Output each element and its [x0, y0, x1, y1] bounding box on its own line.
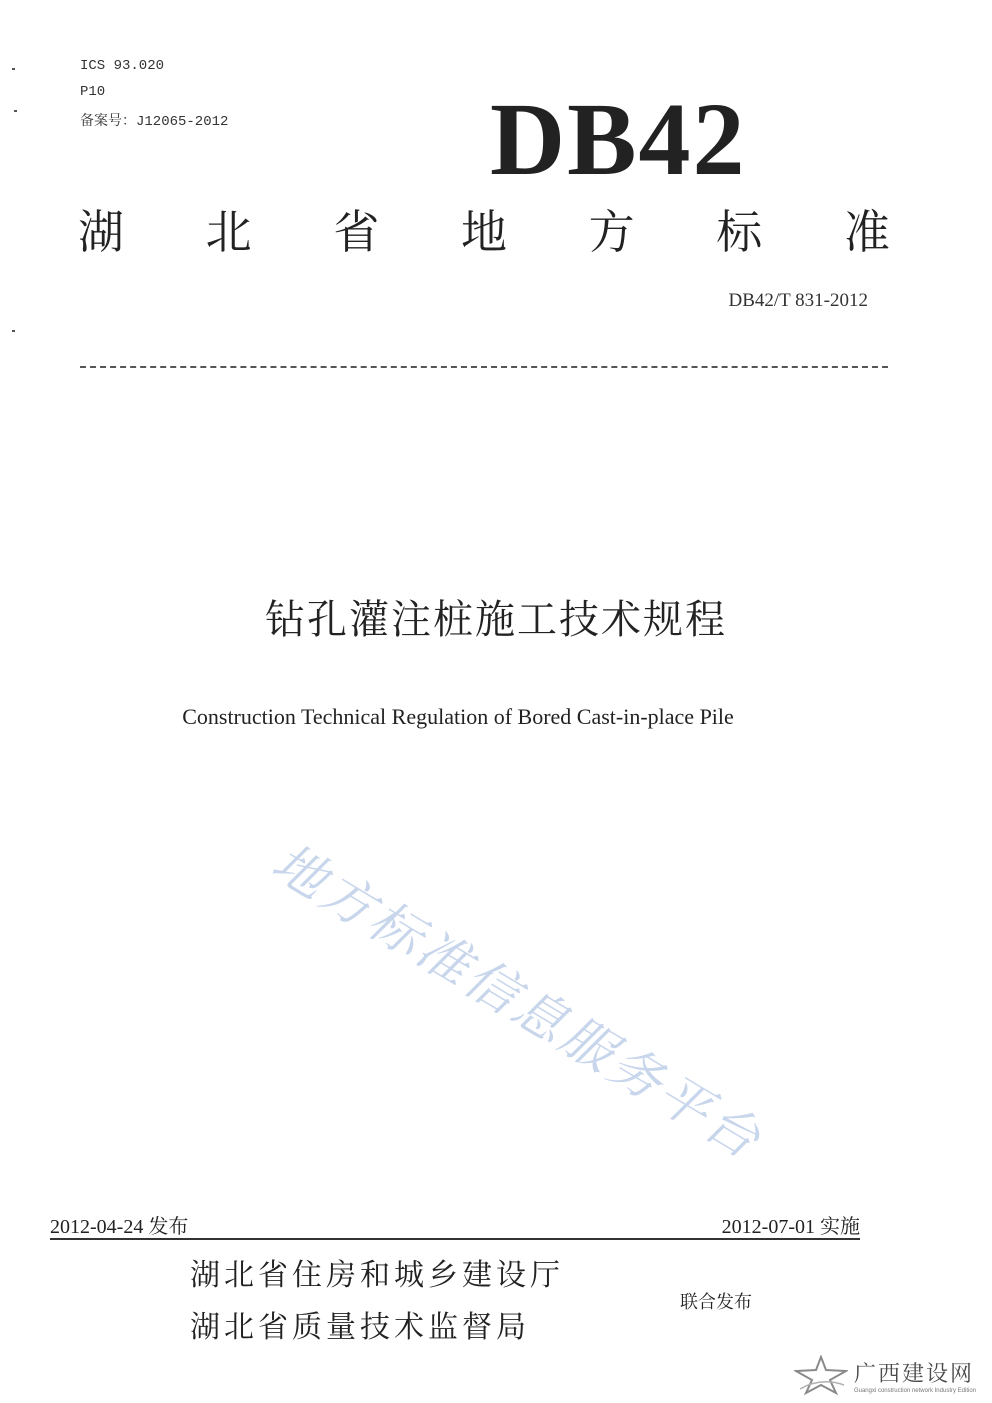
watermark: 地方标准信息服务平台	[261, 832, 773, 1173]
star-logo-icon	[794, 1355, 848, 1395]
standard-number: DB42/T 831-2012	[728, 290, 868, 311]
standard-title-char: 标	[716, 205, 763, 259]
issuer-housing-department: 湖北省住房和城乡建设厅	[190, 1258, 564, 1293]
top-divider	[80, 366, 888, 368]
standard-title-char: 地	[460, 205, 507, 259]
issue-date: 2012-04-24 发布	[50, 1216, 189, 1238]
scan-speck	[14, 110, 17, 112]
bottom-divider	[50, 1238, 860, 1240]
document-title-english: Construction Technical Regulation of Bored Cast-in-place Pile	[182, 704, 734, 729]
implementation-date: 2012-07-01 实施	[721, 1216, 860, 1238]
standard-code-mark: DB42	[490, 82, 747, 197]
scan-speck	[12, 68, 15, 70]
record-number: 备案号：J12065-2012	[80, 114, 229, 130]
scan-speck	[12, 330, 15, 332]
joint-issue-label: 联合发布	[680, 1292, 752, 1313]
footer-logo	[794, 1355, 976, 1395]
standard-title-char: 方	[588, 205, 635, 259]
logo-text-english: Guangxi construction network Industry Edition	[853, 1387, 976, 1394]
issuer-quality-bureau: 湖北省质量技术监督局	[190, 1310, 530, 1345]
standard-type-title	[78, 196, 890, 262]
ccs-code: P10	[80, 84, 106, 100]
logo-text-chinese: 广西建设网	[853, 1361, 974, 1387]
standard-title-char: 省	[333, 205, 380, 259]
standard-title-char: 北	[205, 205, 252, 259]
document-title-chinese: 钻孔灌注桩施工技术规程	[265, 597, 727, 643]
ics-code: ICS 93.020	[80, 58, 165, 74]
standard-title-char: 湖	[78, 205, 124, 259]
standard-title-char: 准	[843, 205, 890, 259]
